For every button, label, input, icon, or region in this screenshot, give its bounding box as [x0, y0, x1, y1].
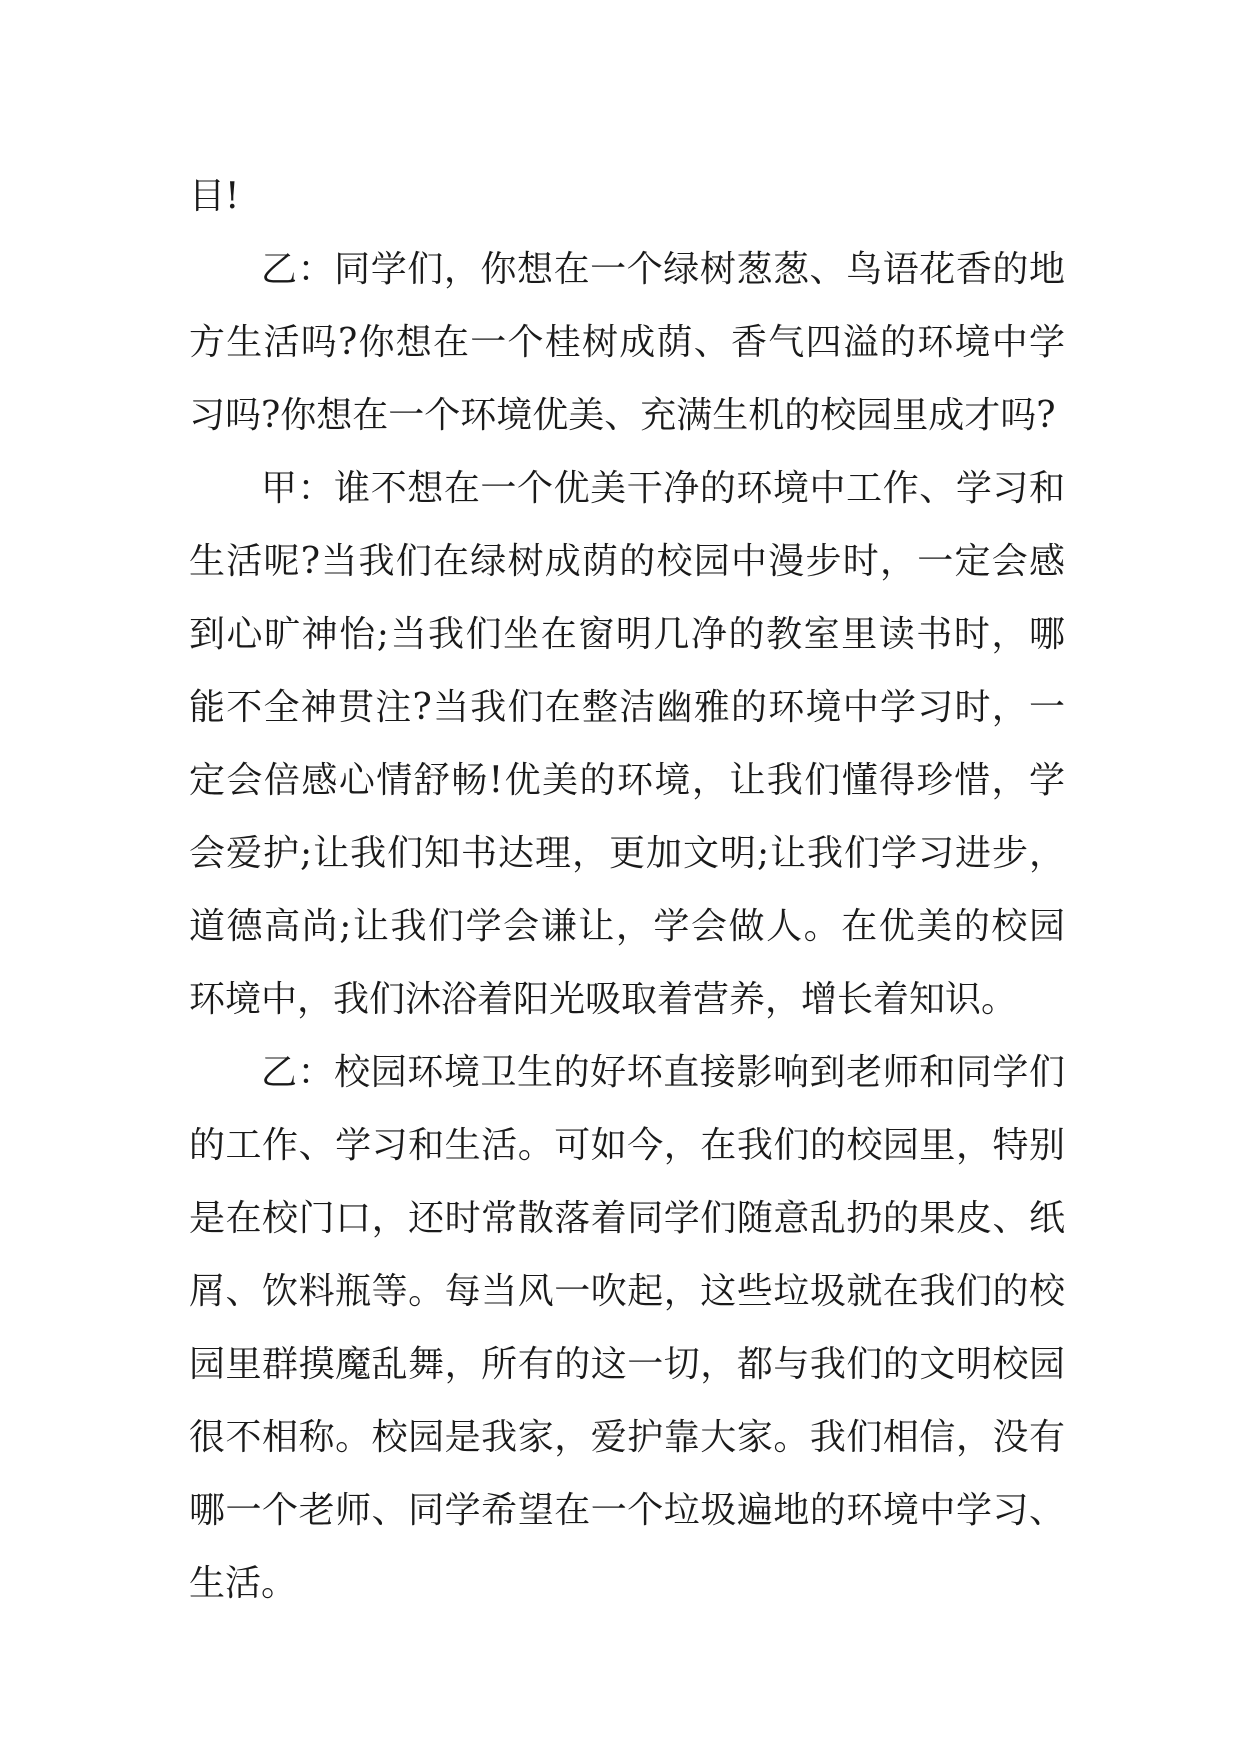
paragraph-yi-1: 乙：同学们，你想在一个绿树葱葱、鸟语花香的地方生活吗?你想在一个桂树成荫、香气四溢的环境中学习吗?你想在一个环境优美、充满生机的校园里成才吗? [189, 249, 1065, 436]
document-body [189, 160, 1065, 1620]
paragraph-jia: 甲：谁不想在一个优美干净的环境中工作、学习和生活呢?当我们在绿树成荫的校园中漫步时，一定会感到心旷神怡;当我们坐在窗明几净的教室里读书时，哪能不全神贯注?当我们在整洁幽雅的环境中学习时，一定会倍感心情舒畅!优美的环境，让我们懂得珍惜，学会爱护;让我们知书达理，更加文明;让我们学习进步，道德高尚;让我们学会谦让，学会做人。在优美的校园环境中，我们沐浴着阳光吸取着营养，增长着知识。 [189, 468, 1065, 1020]
paragraph-yi-2: 乙：校园环境卫生的好坏直接影响到老师和同学们的工作、学习和生活。可如今，在我们的校园里，特别是在校门口，还时常散落着同学们随意乱扔的果皮、纸屑、饮料瓶等。每当风一吹起，这些垃圾就在我们的校园里群摸魔乱舞，所有的这一切，都与我们的文明校园很不相称。校园是我家，爱护靠大家。我们相信，没有哪一个老师、同学希望在一个垃圾遍地的环境中学习、生活。 [189, 1052, 1065, 1604]
paragraph-continuation: 目! [189, 176, 240, 217]
